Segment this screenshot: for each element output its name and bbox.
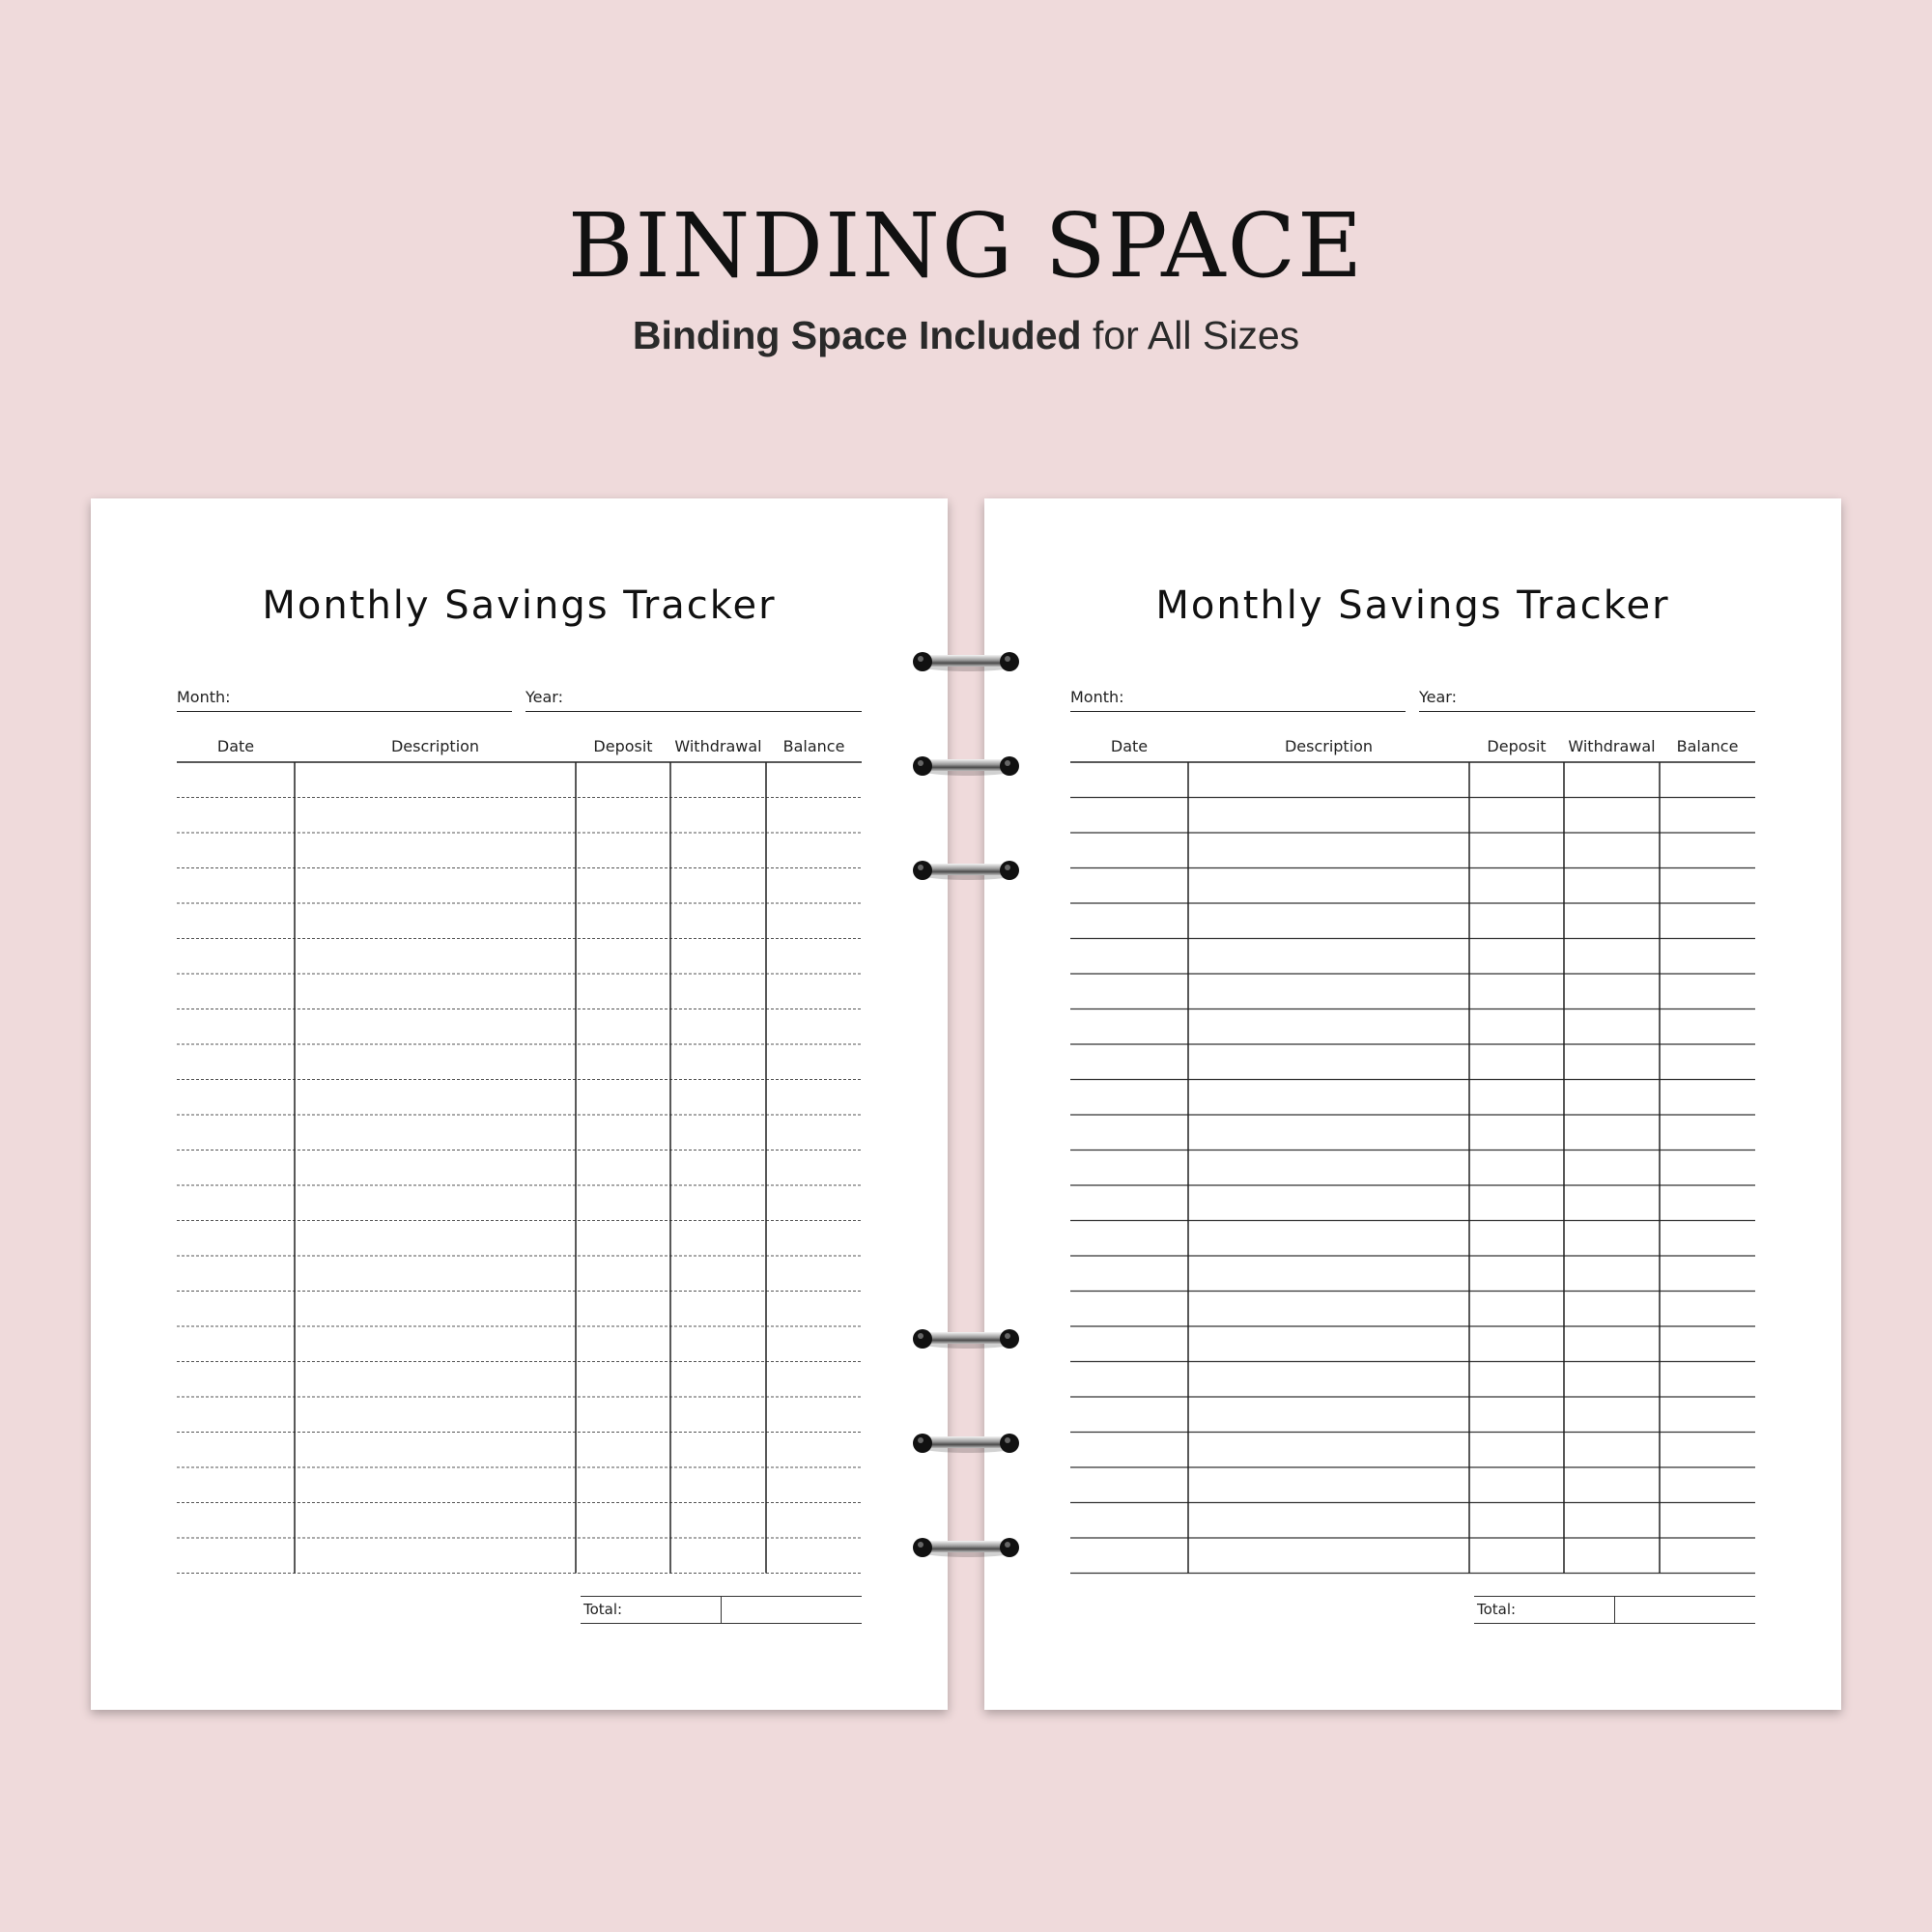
total-label: Total: [1477,1601,1517,1618]
binder-ring-icon [912,1533,1020,1562]
binder-ring-icon [912,856,1020,885]
sub-heading [0,311,1932,359]
binder-ring-icon [912,647,1020,676]
year-label: Year: [1419,688,1457,706]
column-header-balance: Balance [782,737,845,755]
planner-page-right [984,498,1841,1710]
column-header-withdrawal: Withdrawal [674,737,762,755]
binder-ring-icon [912,1324,1020,1353]
total-box[interactable] [1474,1596,1755,1624]
total-divider [1614,1597,1615,1623]
year-label: Year: [526,688,563,706]
tracker-table-grid[interactable] [984,498,1841,1710]
column-header-description: Description [390,737,480,755]
month-label: Month: [177,688,231,706]
column-header-date: Date [216,737,255,755]
column-header-deposit: Deposit [1487,737,1547,755]
binder-ring-icon [912,752,1020,781]
tracker-title: Monthly Savings Tracker [1155,583,1670,628]
column-header-description: Description [1284,737,1374,755]
total-label: Total: [583,1601,623,1618]
tracker-title: Monthly Savings Tracker [262,583,777,628]
month-label: Month: [1070,688,1124,706]
binder-ring-icon [912,1429,1020,1458]
column-header-withdrawal: Withdrawal [1568,737,1656,755]
sub-heading-bold: Binding Space Included [632,313,1082,357]
planner-page-left [91,498,948,1710]
total-box[interactable] [581,1596,862,1624]
column-header-deposit: Deposit [593,737,653,755]
column-header-balance: Balance [1676,737,1739,755]
column-header-date: Date [1110,737,1149,755]
sub-heading-rest: for All Sizes [1081,313,1300,357]
main-heading: BINDING SPACE [567,194,1365,298]
total-divider [721,1597,722,1623]
tracker-table-grid[interactable] [91,498,948,1710]
